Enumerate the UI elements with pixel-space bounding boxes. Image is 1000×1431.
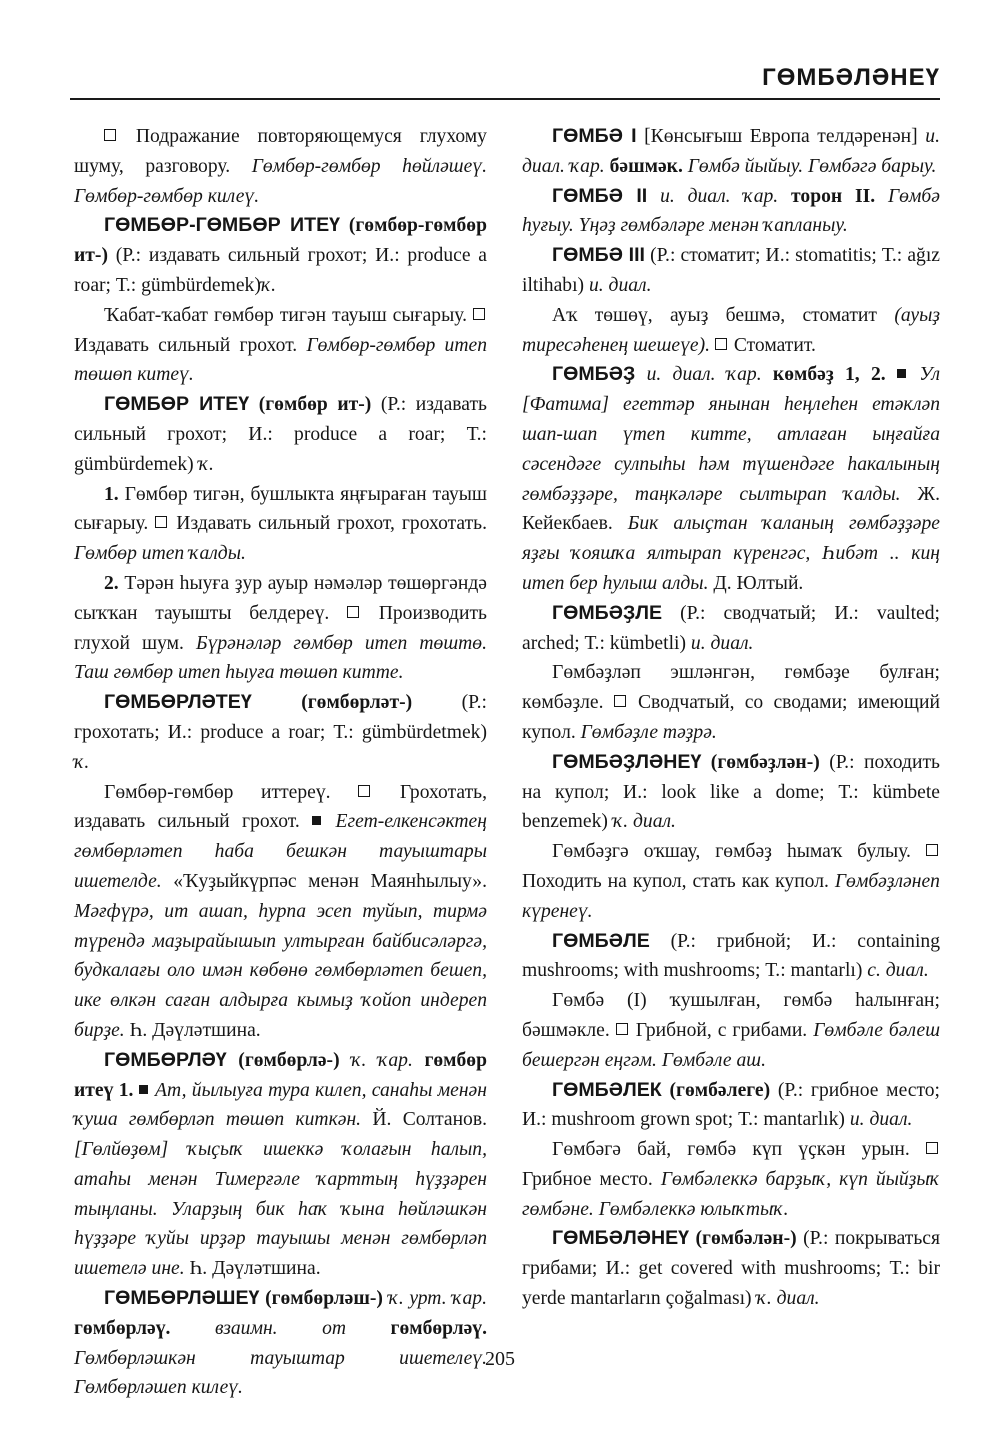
headword: ГӨМБӘҘ	[552, 363, 636, 386]
dictionary-entry: ГӨМБӨРЛӘТЕҮ (гөмбөрләт-) (Р.: грохотать; И.: produce a roar; Т.: gümbürdetmek) ҡ.	[74, 691, 487, 773]
sense-number: 1.	[104, 483, 119, 505]
headword: ГӨМБӘЛЕ	[552, 929, 650, 952]
russian-translation-box-icon	[104, 129, 116, 141]
russian-translation-box-icon	[926, 844, 938, 856]
citation-square-icon	[139, 1085, 148, 1094]
headword: ГӨМБӘЛЕК	[552, 1078, 662, 1101]
headword: ГӨМБӨР ИТЕҮ	[104, 393, 250, 416]
right-column	[522, 122, 940, 1314]
dictionary-entry: ГӨМБӘЛЕК (гөмбәлеге) (Р.: грибное место; И.: mushroom grown spot; Т.: mantarlık) и. диал.	[522, 1078, 940, 1131]
headword: ГӨМБӘ III	[552, 244, 645, 267]
dictionary-entry: ГӨМБӘҘЛЕ (Р.: сводчатый; И.: vaulted; arched; Т.: kümbetli) и. диал.	[522, 601, 940, 654]
dictionary-entry: ГӨМБӨРЛӘШЕҮ (гөмбөрләш-) ҡ. урт. ҡар. гөмбөрләү. взаимн. от гөмбөрләү. Гөмбөрләшкән тауыштар ишетелеү. Гөмбөрләшеп килеү.	[74, 1287, 487, 1399]
russian-translation-box-icon	[616, 1023, 628, 1035]
dictionary-entry: ГӨМБӘЛЕ (Р.: грибной; И.: containing mushrooms; with mushrooms; Т.: mantarlı) с. диал.	[522, 929, 940, 982]
headword: ГӨМБӨРЛӘТЕҮ	[104, 691, 252, 714]
headword: ГӨМБӨРЛӘҮ	[104, 1048, 227, 1071]
russian-translation-box-icon	[715, 338, 727, 350]
definition: Аҡ төшөү, ауыҙ бешмә, стоматит (ауыҙ тиресәһенең шешеүе). Стоматит.	[522, 304, 940, 356]
headword: ГӨМБӘ II	[552, 184, 648, 207]
citation-square-icon	[897, 369, 906, 378]
dictionary-entry: ГӨМБӘЛӘНЕҮ (гөмбәлән-) (Р.: покрываться грибами; И.: get covered with mushrooms; Т.: bir yerde mantarların çoğalması) ҡ. диал.	[522, 1227, 940, 1310]
dictionary-entry: ГӨМБӨРЛӘҮ (гөмбөрлә-) ҡ. ҡар. гөмбөр итеү 1. Ат, йылыуға тура килеп, санаһы менән ҡуша гөмбөрләп төшөп киткән. Й. Солтанов. [Гөлйөҙөм] ҡыҫыҡ ишеккә ҡолағын һалып, атаһы менән Тимерғәле ҡарттың һүҙҙәрен тыңланы. Уларҙың бик һаҡ ҡына һөйләшкән һүҙҙәре ҡуйы ирҙәр тауышы менән гөмбөрләп ишетелә ине. Һ. Дәүләтшина.	[74, 1048, 488, 1280]
dictionary-entry: ГӨМБӨР ИТЕҮ (гөмбөр ит-) (Р.: издавать сильный грохот; И.: produce a roar; Т.: gümbürdemek) ҡ.	[74, 393, 487, 475]
dictionary-entry: ГӨМБӨР-ГӨМБӨР ИТЕҮ (гөмбөр-гөмбөр ит-) (Р.: издавать сильный грохот; И.: produce a roar; Т.: gümbürdemek)ҡ.	[74, 214, 487, 296]
definition: Гөмбә (I) ҡушылған, гөмбә һалынған; бәшмәкле. Грибной, с грибами. Гөмбәле бәлеш бешергән еңгәм. Гөмбәле аш.	[522, 990, 941, 1071]
sense-number: 2.	[104, 572, 119, 594]
definition: Гөмбәгә бай, гөмбә күп үҫкән урын. Грибное место. Гөмбәлеккә барҙыҡ, күп йыйҙыҡ гөмбәне. Гөмбәлеккә юлыҡтыҡ.	[522, 1139, 940, 1220]
definition: Гөмбәҙгә оҡшау, гөмбәҙ һымаҡ булыу. Походить на купол, стать как купол. Гөмбәҙләнеп күренеү.	[522, 841, 940, 922]
headword: ГӨМБӘ I	[552, 125, 637, 147]
dictionary-entry: ГӨМБӘҘЛӘНЕҮ (гөмбәҙлән-) (Р.: походить на купол; И.: look like a dome; Т.: kümbete benzemek) ҡ. диал.	[522, 750, 940, 833]
dictionary-entry: ГӨМБӘҘ и. диал. ҡар. көмбәҙ 1, 2. Ул [Фатима] егеттәр янынан һеңлеһен етәкләп шап-шап үтеп китте, атлаған ыңғайға сәсендәге сулпыһы һәм түшендәге һакалының гөмбәҙҙәре, таңкәләре сылтырап ҡалды. Ж. Кейекбаев. Бик алыҫтан ҡаланың гөмбәҙҙәре яҙғы ҡояшҡа ялтырап күренгәс, Һибәт .. киң итеп бер һулыш алды. Д. Юлтый.	[522, 363, 941, 594]
russian-translation-box-icon	[473, 308, 485, 320]
dictionary-entry: ГӨМБӘ I [Көнсығыш Европа телдәренән] и. диал. ҡар. бәшмәк. Гөмбә йыйыу. Гөмбәгә барыу.	[522, 125, 940, 177]
headword: ГӨМБӨР-ГӨМБӨР ИТЕҮ	[104, 214, 341, 237]
definition: Гөмбәҙләп эшләнгән, гөмбәҙе булған; көмбәҙле. Сводчатый, со сводами; имеющий купол. Гөмбәҙле тәҙрә.	[522, 662, 940, 743]
headword: ГӨМБӨРЛӘШЕҮ	[104, 1287, 260, 1310]
russian-translation-box-icon	[155, 516, 167, 528]
dictionary-entry: ГӨМБӘ II и. диал. ҡар. торон II. Гөмбә һуғыу. Үңәҙ гөмбәләре менән ҡапланыу.	[522, 184, 940, 237]
headword: ГӨМБӘЛӘНЕҮ	[552, 1227, 690, 1250]
definition: Гөмбөр-гөмбөр иттереү. Грохотать, издавать сильный грохот. Егет-елкенсәктең гөмбөрләтеп һаба бешкән тауыштары ишетелде. «Ҡуҙыйкүрпәс менән Маянһылыу». Мәғфүрә, ит ашап, һурпа эсеп туйып, тирмә түрендә маҙырайышып ултырған байбисәләргә, будкалағы оло имән көбөнө гөмбөрләтеп бешеп, ике өлкән саған алдырға кымыҙ ҡойоп индереп бирҙе. Һ. Дәүләтшина.	[74, 781, 487, 1041]
definition: Ҡабат-ҡабат гөмбөр тигән тауыш сығарыу. Издавать сильный грохот. Гөмбөр-гөмбөр итеп төшөп китеү.	[74, 304, 487, 386]
russian-translation-box-icon	[614, 695, 626, 707]
definition: 2. Тәрән һыуға ҙур ауыр нәмәләр төшөргәндә сыҡҡан тауышты белдереү. Производить глухой шум. Бүрәнәләр гөмбөр итеп төштө. Таш гөмбөр итеп һыуға төшөп китте.	[74, 572, 487, 684]
headword: ГӨМБӘҘЛЕ	[552, 601, 663, 624]
citation-square-icon	[312, 816, 321, 825]
dictionary-entry: ГӨМБӘ III (Р.: стоматит; И.: stomatitis; Т.: ağız iltihabı) и. диал.	[522, 244, 940, 296]
russian-translation-box-icon	[347, 606, 359, 618]
running-header	[70, 58, 940, 100]
definition: Подражание повторяющемуся глухому шуму, разговору. Гөмбөр-гөмбөр һөйләшеү. Гөмбөр-гөмбөр килеү.	[74, 126, 487, 207]
left-column	[74, 122, 487, 1403]
russian-translation-box-icon	[358, 785, 370, 797]
page-number: 205	[485, 1348, 515, 1370]
definition: 1. Гөмбөр тигән, бушлыкта яңғыраған тауыш сығарыу. Издавать сильный грохот, грохотать. Гөмбөр итеп ҡалды.	[74, 483, 488, 565]
russian-translation-box-icon	[926, 1142, 938, 1154]
header-title: ГӨМБӘЛӘНЕҮ	[762, 64, 940, 91]
headword: ГӨМБӘҘЛӘНЕҮ	[552, 750, 702, 773]
